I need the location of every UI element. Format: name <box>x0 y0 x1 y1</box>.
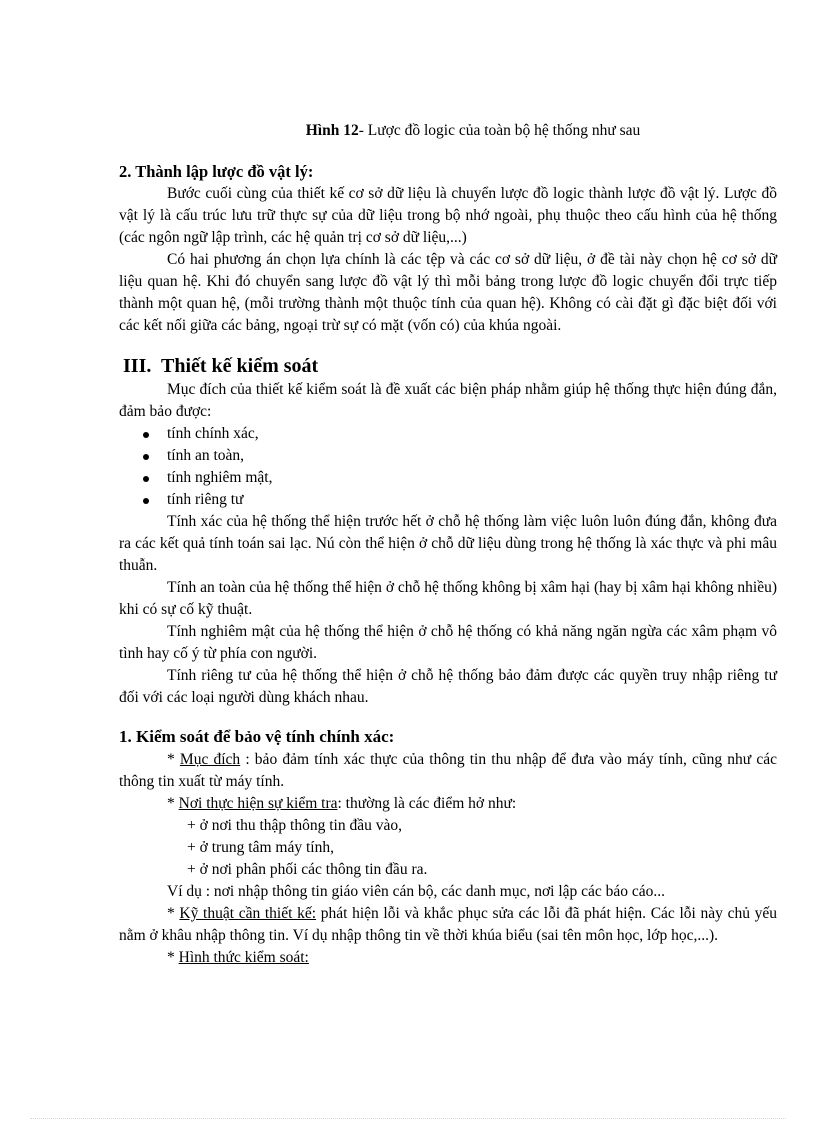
example-line: Ví dụ : nơi nhập thông tin giáo viên cán bộ, các danh mục, nơi lập các báo cáo... <box>167 883 666 900</box>
bullet-icon <box>143 498 149 504</box>
paragraph: Mục đích của thiết kế kiểm soát là đề xuất các biện pháp nhằm giúp hệ thống thực hiện đúng đắn, đảm bảo được: <box>119 381 777 420</box>
paragraph-purpose: * Mục đích : bảo đảm tính xác thực của thông tin thu nhập để đưa vào máy tính, cũng như các thông tin xuất từ máy tính. <box>119 751 777 790</box>
paragraph: Tính riêng tư của hệ thống thể hiện ở chỗ hệ thống bảo đảm được các quyền truy nhập riêng tư đối với các loại người dùng khách nhau. <box>119 667 777 706</box>
bullet-icon <box>143 454 149 460</box>
list-item: tính riêng tư <box>119 489 777 511</box>
page-footer-divider <box>30 1118 786 1119</box>
purpose-label: Mục đích <box>179 751 241 768</box>
location-label: Nơi thực hiện sự kiểm tra <box>178 795 338 812</box>
list-item: + ở nơi phân phối các thông tin đầu ra. <box>187 861 428 878</box>
technique-label: Kỹ thuật cần thiết kế: <box>179 905 317 922</box>
paragraph: Có hai phương án chọn lựa chính là các tệp và các cơ sở dữ liệu, ở đề tài này chọn hệ cơ sở dữ liệu quan hệ. Khi đó chuyển sang lược đồ vật lý thì mỗi bảng trong lược đồ logic chuyển đổi trực tiếp thành một quan hệ, (mỗi trường thành một thuộc tính của quan hệ). Không có cài đặt gì đặc biệt đối với các kết nối giữa các bảng, ngoại trừ sự có mặt (vốn có) của khúa ngoài. <box>119 251 777 334</box>
list-item: tính an toàn, <box>119 445 777 467</box>
figure-caption <box>0 122 816 140</box>
bullet-list <box>119 423 777 511</box>
paragraph: Tính xác của hệ thống thể hiện trước hết ở chỗ hệ thống làm việc luôn luôn đúng đắn, không đưa ra các kết quả tính toán sai lạc. Nú còn thể hiện ở chỗ dữ liệu dùng trong hệ thống là xác thực và phi mâu thuẫn. <box>119 513 777 574</box>
list-item: tính nghiêm mật, <box>119 467 777 489</box>
list-item: + ở trung tâm máy tính, <box>187 839 334 856</box>
section-heading-accuracy-control: 1. Kiểm soát để bảo vệ tính chính xác: <box>119 727 395 746</box>
bullet-icon <box>143 432 149 438</box>
paragraph: Tính nghiêm mật của hệ thống thể hiện ở chỗ hệ thống có khả năng ngăn ngừa các xâm phạm vô tình hay cố ý từ phía con người. <box>119 623 777 662</box>
document-body <box>119 161 777 969</box>
section-number: III. <box>123 355 152 377</box>
paragraph-form: * Hình thức kiểm soát: <box>167 949 309 966</box>
paragraph-location: * Nơi thực hiện sự kiểm tra: thường là các điểm hở như: <box>167 795 517 812</box>
figure-caption-text: - Lược đồ logic của toàn bộ hệ thống như sau <box>358 122 641 139</box>
list-item: tính chính xác, <box>119 423 777 445</box>
form-label: Hình thức kiểm soát: <box>178 949 309 966</box>
paragraph: Bước cuối cùng của thiết kế cơ sở dữ liệu là chuyển lược đồ logic thành lược đồ vật lý. Lược đồ vật lý là cấu trúc lưu trữ thực sự của dữ liệu trong bộ nhớ ngoài, phụ thuộc theo cấu hình của hệ thống (các ngôn ngữ lập trình, các hệ quản trị cơ sở dữ liệu,...) <box>119 185 777 246</box>
bullet-icon <box>143 476 149 482</box>
paragraph-technique: * Kỹ thuật cần thiết kế: phát hiện lỗi và khắc phục sửa các lỗi đã phát hiện. Các lỗi này chủ yếu nằm ở khâu nhập thông tin. Ví dụ nhập thông tin về thời khúa biểu (sai tên môn học, lớp học,...). <box>119 905 778 944</box>
list-item: + ở nơi thu thập thông tin đầu vào, <box>187 817 402 834</box>
section-heading-physical-schema: 2. Thành lập lược đồ vật lý: <box>119 162 314 181</box>
section-title: Thiết kế kiểm soát <box>161 355 319 377</box>
paragraph: Tính an toàn của hệ thống thể hiện ở chỗ hệ thống không bị xâm hại (hay bị xâm hại không nhiều) khi có sự cố kỹ thuật. <box>119 579 777 618</box>
section-heading-control-design <box>119 353 777 379</box>
figure-label: Hình 12 <box>305 122 359 139</box>
